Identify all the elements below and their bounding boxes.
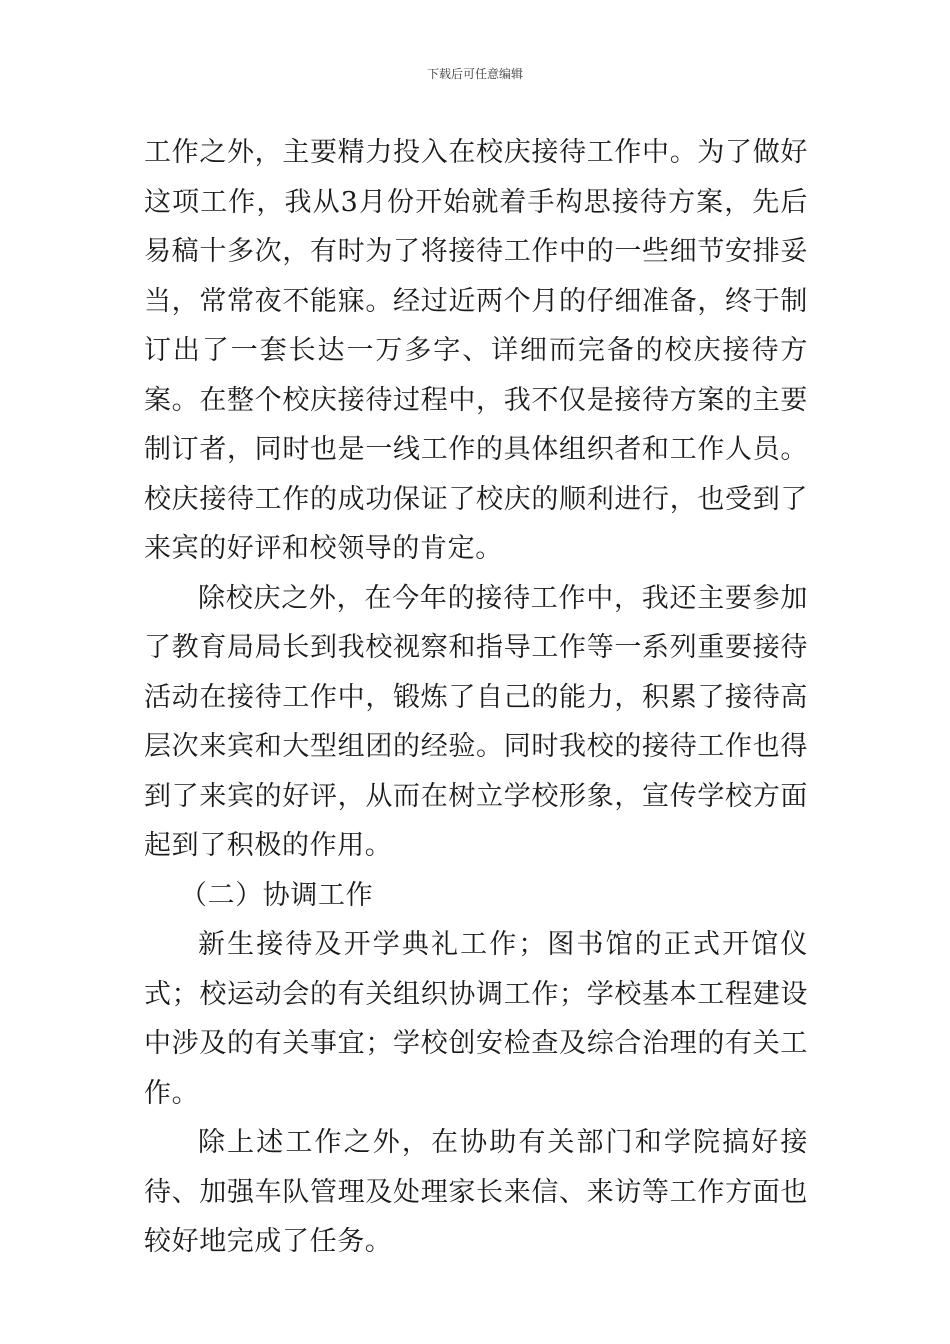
document-body xyxy=(144,128,808,1267)
paragraph-other-tasks: 除上述工作之外，在协助有关部门和学院搞好接待、加强车队管理及处理家长来信、来访等工作方面也较好地完成了任务。 xyxy=(144,1127,808,1257)
paragraph-coordination-items: 新生接待及开学典礼工作；图书馆的正式开馆仪式；校运动会的有关组织协调工作；学校基本工程建设中涉及的有关事宜；学校创安检查及综合治理的有关工作。 xyxy=(144,929,808,1109)
page-header: 下载后可任意编辑 xyxy=(426,67,523,81)
paragraph-other-reception: 除校庆之外，在今年的接待工作中，我还主要参加了教育局局长到我校视察和指导工作等一系列重要接待活动在接待工作中，锻炼了自己的能力，积累了接待高层次来宾和大型组团的经验。同时我校的接待工作也得到了来宾的好评，从而在树立学校形象，宣传学校方面起到了积极的作用。 xyxy=(144,582,808,861)
paragraph-reception-continued: 工作之外，主要精力投入在校庆接待工作中。为了做好这项工作，我从3月份开始就着手构思接待方案，先后易稿十多次，有时为了将接待工作中的一些细节安排妥当，常常夜不能寐。经过近两个月的仔细准备，终于制订出了一套长达一万多字、详细而完备的校庆接待方案。在整个校庆接待过程中，我不仅是接待方案的主要制订者，同时也是一线工作的具体组织者和工作人员。校庆接待工作的成功保证了校庆的顺利进行，也受到了来宾的好评和校领导的肯定。 xyxy=(144,137,808,564)
section-heading-coordination: （二）协调工作 xyxy=(180,879,374,911)
